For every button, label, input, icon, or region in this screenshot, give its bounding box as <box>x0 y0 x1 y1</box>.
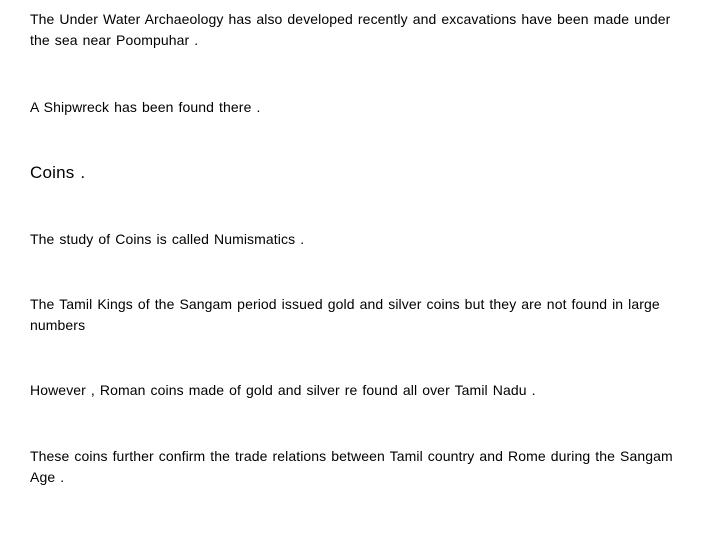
paragraph-underwater-archaeology: The Under Water Archaeology has also developed recently and excavations have been made under the sea near Poompuhar . <box>30 11 671 48</box>
paragraph-trade-relations: These coins further confirm the trade relations between Tamil country and Rome during the Sangam Age . <box>30 448 673 485</box>
section-heading-coins: Coins . <box>30 163 86 182</box>
paragraph-tamil-kings-coins: The Tamil Kings of the Sangam period issued gold and silver coins but they are not found in large numbers <box>30 296 660 333</box>
paragraph-roman-coins: However , Roman coins made of gold and silver re found all over Tamil Nadu . <box>30 382 536 398</box>
paragraph-numismatics: The study of Coins is called Numismatics . <box>30 231 305 247</box>
paragraph-shipwreck: A Shipwreck has been found there . <box>30 99 261 115</box>
